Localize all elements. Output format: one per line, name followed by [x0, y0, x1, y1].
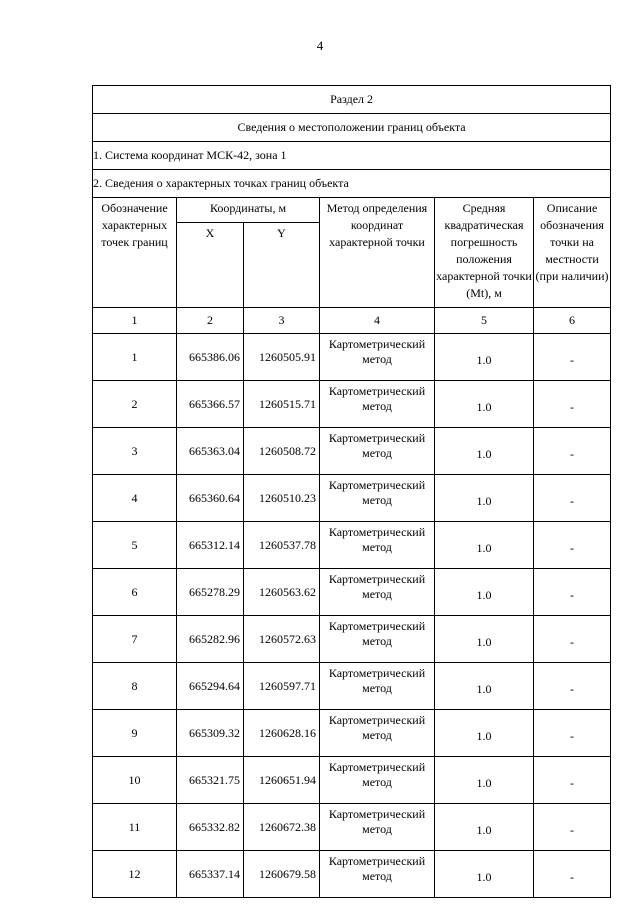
cell-description: -: [534, 334, 611, 381]
header-error: Средняя квадратическая погрешность положения характерной точки (Mt), м: [435, 198, 534, 308]
cell-description: -: [534, 663, 611, 710]
cell-x: 665360.64: [177, 475, 244, 522]
header-method: Метод определения координат характерной точки: [320, 198, 435, 308]
points-heading-row: [93, 170, 611, 198]
header-designation: Обозначение характерных точек границ: [93, 198, 177, 308]
cell-point: 3: [93, 428, 177, 475]
cell-x: 665278.29: [177, 569, 244, 616]
section-title: Раздел 2: [93, 86, 611, 114]
cell-point: 10: [93, 757, 177, 804]
coordinate-system: 1. Система координат МСК-42, зона 1: [93, 142, 611, 170]
table-row: [93, 616, 611, 663]
table-row: [93, 334, 611, 381]
cell-method: Картометрический метод: [320, 757, 435, 804]
points-heading: 2. Сведения о характерных точках границ объекта: [93, 170, 611, 198]
table-row: [93, 475, 611, 522]
cell-x: 665337.14: [177, 851, 244, 898]
cell-description: -: [534, 569, 611, 616]
cell-y: 1260537.78: [244, 522, 320, 569]
table-row: [93, 851, 611, 898]
table-row: [93, 710, 611, 757]
cell-x: 665309.32: [177, 710, 244, 757]
cell-y: 1260515.71: [244, 381, 320, 428]
cell-x: 665332.82: [177, 804, 244, 851]
cell-point: 9: [93, 710, 177, 757]
table-row: [93, 381, 611, 428]
cell-x: 665282.96: [177, 616, 244, 663]
cell-y: 1260628.16: [244, 710, 320, 757]
cell-method: Картометрический метод: [320, 710, 435, 757]
column-number: 3: [244, 308, 320, 334]
cell-method: Картометрический метод: [320, 475, 435, 522]
section-subtitle: Сведения о местоположении границ объекта: [93, 114, 611, 142]
cell-x: 665321.75: [177, 757, 244, 804]
header-x: X: [177, 223, 244, 308]
table-row: [93, 804, 611, 851]
cell-point: 4: [93, 475, 177, 522]
cell-error: 1.0: [435, 381, 534, 428]
cell-method: Картометрический метод: [320, 616, 435, 663]
table-row: [93, 757, 611, 804]
cell-error: 1.0: [435, 522, 534, 569]
page-number: 4: [316, 38, 324, 53]
cell-point: 12: [93, 851, 177, 898]
cell-point: 5: [93, 522, 177, 569]
table-row: [93, 428, 611, 475]
header-description: Описание обозначения точки на местности (при наличии): [534, 198, 611, 308]
cell-x: 665386.06: [177, 334, 244, 381]
cell-y: 1260505.91: [244, 334, 320, 381]
cell-method: Картометрический метод: [320, 569, 435, 616]
cell-error: 1.0: [435, 569, 534, 616]
column-number: 2: [177, 308, 244, 334]
cell-point: 7: [93, 616, 177, 663]
cell-x: 665363.04: [177, 428, 244, 475]
cell-description: -: [534, 475, 611, 522]
cell-method: Картометрический метод: [320, 334, 435, 381]
cell-error: 1.0: [435, 804, 534, 851]
cell-description: -: [534, 851, 611, 898]
cell-y: 1260651.94: [244, 757, 320, 804]
table-row: [93, 569, 611, 616]
section-title-row: [93, 86, 611, 114]
cell-y: 1260597.71: [244, 663, 320, 710]
cell-description: -: [534, 381, 611, 428]
cell-error: 1.0: [435, 710, 534, 757]
cell-point: 11: [93, 804, 177, 851]
header-coordinates: Координаты, м: [177, 198, 320, 223]
cell-description: -: [534, 428, 611, 475]
cell-y: 1260572.63: [244, 616, 320, 663]
cell-error: 1.0: [435, 428, 534, 475]
cell-x: 665294.64: [177, 663, 244, 710]
column-number: 1: [93, 308, 177, 334]
column-number: 4: [320, 308, 435, 334]
cell-y: 1260672.38: [244, 804, 320, 851]
cell-method: Картометрический метод: [320, 522, 435, 569]
boundary-points-table: [92, 85, 611, 898]
cell-method: Картометрический метод: [320, 663, 435, 710]
column-number: 5: [435, 308, 534, 334]
cell-point: 1: [93, 334, 177, 381]
cell-error: 1.0: [435, 616, 534, 663]
cell-y: 1260508.72: [244, 428, 320, 475]
cell-description: -: [534, 522, 611, 569]
cell-method: Картометрический метод: [320, 851, 435, 898]
cell-method: Картометрический метод: [320, 381, 435, 428]
cell-description: -: [534, 757, 611, 804]
cell-error: 1.0: [435, 334, 534, 381]
header-row: [93, 198, 611, 223]
cell-description: -: [534, 710, 611, 757]
cell-error: 1.0: [435, 663, 534, 710]
cell-method: Картометрический метод: [320, 804, 435, 851]
section-subtitle-row: [93, 114, 611, 142]
cell-x: 665312.14: [177, 522, 244, 569]
cell-point: 6: [93, 569, 177, 616]
cell-description: -: [534, 804, 611, 851]
header-y: Y: [244, 223, 320, 308]
cell-method: Картометрический метод: [320, 428, 435, 475]
cell-y: 1260679.58: [244, 851, 320, 898]
column-numbers-row: [93, 308, 611, 334]
cell-error: 1.0: [435, 757, 534, 804]
cell-point: 2: [93, 381, 177, 428]
cell-description: -: [534, 616, 611, 663]
coordinate-system-row: [93, 142, 611, 170]
cell-y: 1260563.62: [244, 569, 320, 616]
table-row: [93, 522, 611, 569]
cell-error: 1.0: [435, 851, 534, 898]
cell-error: 1.0: [435, 475, 534, 522]
table-row: [93, 663, 611, 710]
cell-x: 665366.57: [177, 381, 244, 428]
cell-y: 1260510.23: [244, 475, 320, 522]
cell-point: 8: [93, 663, 177, 710]
column-number: 6: [534, 308, 611, 334]
